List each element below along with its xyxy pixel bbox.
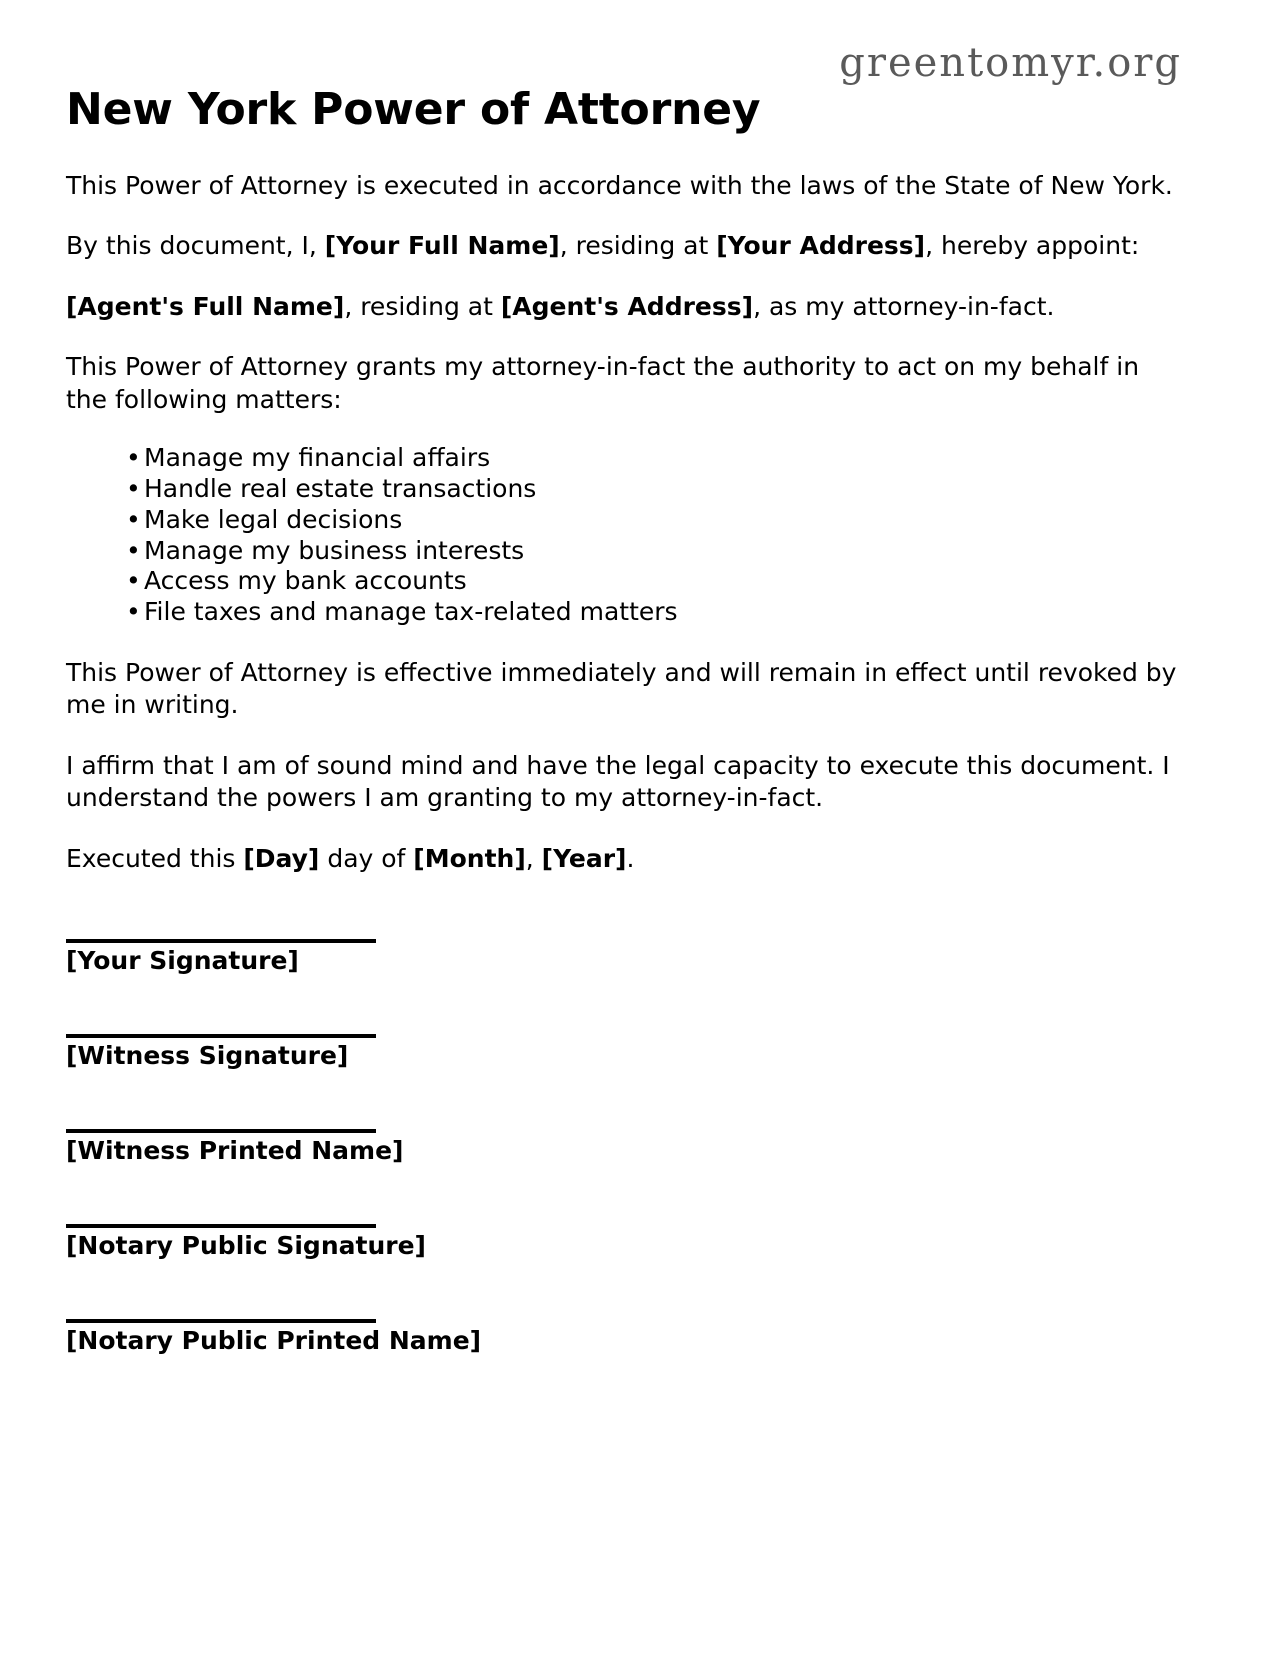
signature-section-spacer <box>66 903 1182 939</box>
paragraph-grant-authority <box>66 351 1182 416</box>
bullet-icon: • <box>126 535 141 565</box>
site-watermark: greentomyr.org <box>839 40 1182 86</box>
affirmation-text: I affirm that I am of sound mind and have the legal capacity to execute this document. I understand the powers I am granting to my attorney-in-fact. <box>66 750 1170 813</box>
signature-label: [Witness Signature] <box>66 1041 349 1071</box>
signature-line <box>66 1224 376 1228</box>
list-item-label: Handle real estate transactions <box>144 474 537 504</box>
bullet-icon: • <box>126 443 141 473</box>
page-title: New York Power of Attorney <box>66 84 761 135</box>
signature-block-witness-signature <box>66 1034 1182 1071</box>
placeholder-month: [Month] <box>413 843 526 873</box>
principal-residing-text: , residing at <box>559 231 717 261</box>
principal-intro-text: By this document, I, <box>66 231 325 261</box>
signature-line <box>66 1319 376 1323</box>
list-item-label: Manage my business interests <box>144 535 525 565</box>
list-item <box>126 598 1182 627</box>
paragraph-effective <box>66 657 1182 722</box>
signature-label: [Notary Public Printed Name] <box>66 1326 482 1356</box>
list-item <box>126 537 1182 566</box>
placeholder-agent-address: [Agent's Address] <box>500 291 754 321</box>
signature-line <box>66 939 376 943</box>
list-item-label: Make legal decisions <box>144 504 403 534</box>
placeholder-day: [Day] <box>243 843 320 873</box>
signature-label: [Witness Printed Name] <box>66 1136 404 1166</box>
bullet-icon: • <box>126 566 141 596</box>
placeholder-your-address: [Your Address] <box>716 231 926 261</box>
signature-block-spacer <box>66 1283 1182 1319</box>
bullet-icon: • <box>126 597 141 627</box>
signature-label: [Your Signature] <box>66 946 299 976</box>
signature-line <box>66 1034 376 1038</box>
paragraph-jurisdiction <box>66 170 1182 203</box>
list-item <box>126 506 1182 535</box>
signature-block-your-signature <box>66 939 1182 976</box>
paragraph-agent <box>66 291 1182 324</box>
grant-authority-text: This Power of Attorney grants my attorney-in-fact the authority to act on my behalf in the following matters: <box>66 352 1140 414</box>
execution-intro-text: Executed this <box>66 843 244 873</box>
paragraph-affirmation <box>66 750 1182 815</box>
list-item <box>126 475 1182 504</box>
bullet-icon: • <box>126 474 141 504</box>
list-item-label: File taxes and manage tax-related matters <box>144 597 678 627</box>
signature-block-notary-signature <box>66 1224 1182 1261</box>
placeholder-agent-full-name: [Agent's Full Name] <box>66 291 345 321</box>
paragraph-jurisdiction-text: This Power of Attorney is executed in accordance with the laws of the State of New York. <box>66 170 1173 200</box>
signature-label: [Notary Public Signature] <box>66 1231 426 1261</box>
powers-list <box>66 444 1182 627</box>
agent-residing-text: , residing at <box>344 291 501 321</box>
document-content <box>66 84 1182 1378</box>
execution-period-text: . <box>626 843 635 873</box>
effective-text: This Power of Attorney is effective immediately and will remain in effect until revoked by me in writing. <box>66 657 1177 720</box>
signature-block-spacer <box>66 1093 1182 1129</box>
execution-dayof-text: day of <box>319 843 414 873</box>
signature-line <box>66 1129 376 1133</box>
paragraph-principal <box>66 230 1182 263</box>
paragraph-execution-date <box>66 843 1182 876</box>
list-item <box>126 567 1182 596</box>
list-item-label: Access my bank accounts <box>144 566 467 596</box>
execution-separator-text: , <box>525 843 542 873</box>
bullet-icon: • <box>126 504 141 534</box>
list-item <box>126 444 1182 473</box>
signature-block-spacer <box>66 1188 1182 1224</box>
list-item-label: Manage my financial affairs <box>144 443 491 473</box>
signature-block-witness-printed-name <box>66 1129 1182 1166</box>
signature-block-notary-printed-name <box>66 1319 1182 1356</box>
placeholder-your-full-name: [Your Full Name] <box>324 231 560 261</box>
placeholder-year: [Year] <box>541 843 627 873</box>
principal-appoint-text: , hereby appoint: <box>925 231 1140 261</box>
signature-block-spacer <box>66 998 1182 1034</box>
agent-role-text: , as my attorney-in-fact. <box>753 291 1055 321</box>
